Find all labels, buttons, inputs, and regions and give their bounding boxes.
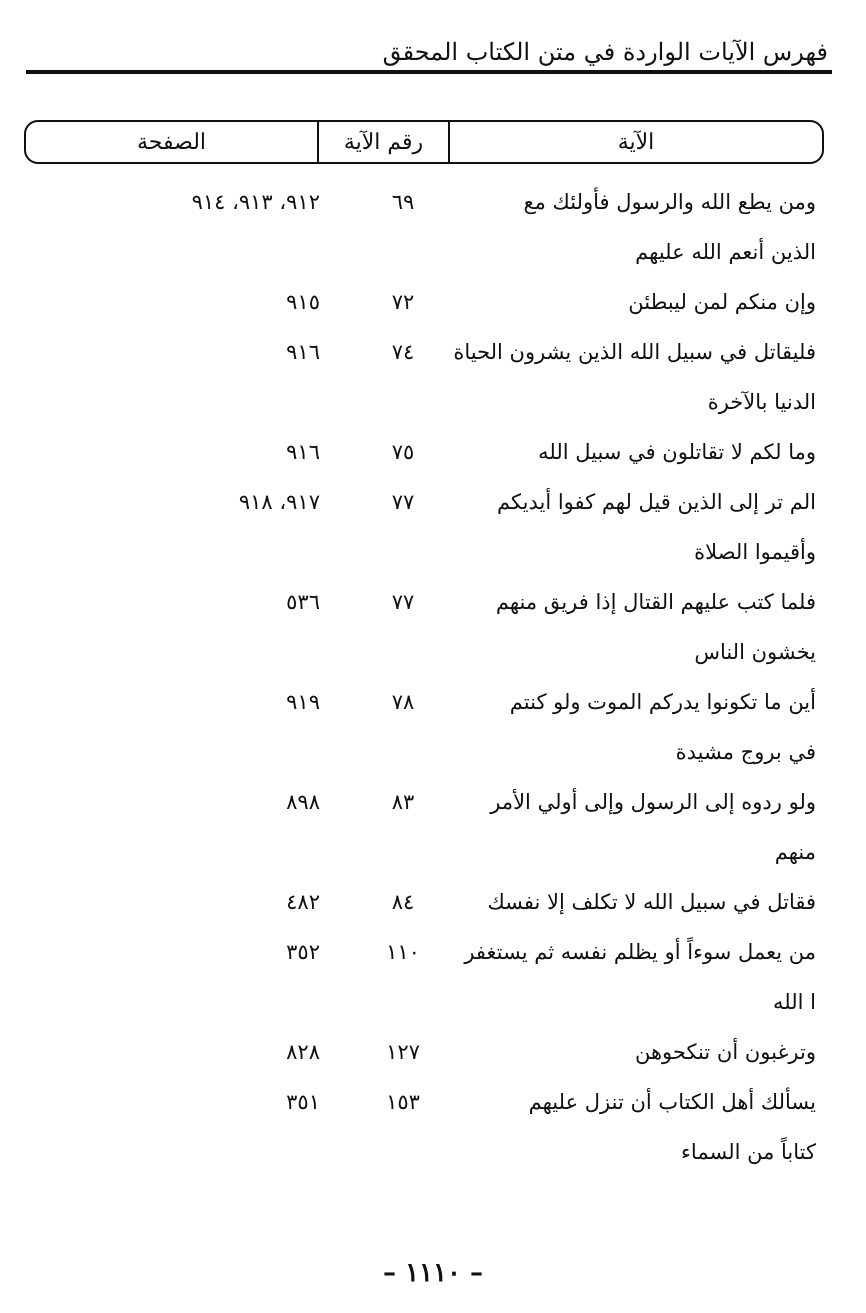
page-references: ٩١٥ xyxy=(286,290,320,314)
verse-number: ٧٧ xyxy=(391,590,415,614)
page-references: ٣٥٢ xyxy=(286,940,320,964)
table-row xyxy=(0,780,866,830)
table-row xyxy=(0,680,866,730)
table-row xyxy=(0,230,866,280)
verse-text: وأقيموا الصلاة xyxy=(694,540,816,564)
table-row xyxy=(0,330,866,380)
table-row xyxy=(0,430,866,480)
page-references: ٨٩٨ xyxy=(286,790,320,814)
verse-number: ٨٤ xyxy=(391,890,415,914)
verse-text: منهم xyxy=(774,840,816,864)
table-row xyxy=(0,580,866,630)
table-row xyxy=(0,830,866,880)
table-header xyxy=(24,120,824,164)
page-references: ٩١٦ xyxy=(286,340,320,364)
table-row xyxy=(0,880,866,930)
page-references: ٤٨٢ xyxy=(286,890,320,914)
page-references: ٥٣٦ xyxy=(286,590,320,614)
verse-text: من يعمل سوءاً أو يظلم نفسه ثم يستغفر xyxy=(464,940,816,964)
header-page: الصفحة xyxy=(136,129,207,155)
table-row xyxy=(0,1030,866,1080)
header-verse-number: رقم الآية xyxy=(317,122,450,162)
table-row xyxy=(0,280,866,330)
verse-number: ١٢٧ xyxy=(386,1040,420,1064)
table-row xyxy=(0,1080,866,1130)
verse-text: فلما كتب عليهم القتال إذا فريق منهم xyxy=(495,590,816,614)
page-references: ٩١٢، ٩١٣، ٩١٤ xyxy=(191,190,320,214)
verse-text: ولو ردوه إلى الرسول وإلى أولي الأمر xyxy=(490,790,816,814)
verse-text: يسألك أهل الكتاب أن تنزل عليهم xyxy=(528,1090,816,1114)
table-row xyxy=(0,180,866,230)
verse-text: فليقاتل في سبيل الله الذين يشرون الحياة xyxy=(453,340,816,364)
running-head: فهرس الآيات الواردة في متن الكتاب المحقق xyxy=(382,38,828,66)
table-row xyxy=(0,980,866,1030)
table-row xyxy=(0,480,866,530)
table-row xyxy=(0,1130,866,1180)
verse-text: أين ما تكونوا يدركم الموت ولو كنتم xyxy=(509,690,816,714)
verse-text: فقاتل في سبيل الله لا تكلف إلا نفسك xyxy=(487,890,816,914)
verse-number: ٧٤ xyxy=(391,340,415,364)
verse-number: ٧٥ xyxy=(391,440,415,464)
verse-number: ٧٧ xyxy=(391,490,415,514)
table-row xyxy=(0,380,866,430)
verse-number: ١١٠ xyxy=(386,940,420,964)
page-references: ٩١٦ xyxy=(286,440,320,464)
verse-text: في بروج مشيدة xyxy=(675,740,816,764)
page-references: ٨٢٨ xyxy=(286,1040,320,1064)
verse-text: كتاباً من السماء xyxy=(681,1140,816,1164)
table-row xyxy=(0,630,866,680)
table-row xyxy=(0,930,866,980)
verse-text: وما لكم لا تقاتلون في سبيل الله xyxy=(538,440,816,464)
page-references: ٣٥١ xyxy=(286,1090,320,1114)
verse-number: ٨٣ xyxy=(391,790,415,814)
verse-number: ٦٩ xyxy=(391,190,415,214)
table-row xyxy=(0,530,866,580)
verse-text: وترغبون أن تنكحوهن xyxy=(634,1040,816,1064)
page-references: ٩١٧، ٩١٨ xyxy=(238,490,320,514)
header-verse: الآية xyxy=(617,129,655,155)
verse-text: الذين أنعم الله عليهم xyxy=(635,240,816,264)
verse-text: الم تر إلى الذين قيل لهم كفوا أيديكم xyxy=(497,490,816,514)
page-number: – ١١١٠ – xyxy=(383,1258,483,1288)
verse-text: وإن منكم لمن ليبطئن xyxy=(628,290,816,314)
verse-number: ٧٢ xyxy=(391,290,415,314)
verse-index-list xyxy=(0,180,866,1180)
table-row xyxy=(0,730,866,780)
verse-number: ٧٨ xyxy=(391,690,415,714)
verse-number: ١٥٣ xyxy=(386,1090,420,1114)
verse-text: ا الله xyxy=(773,990,816,1014)
verse-text: يخشون الناس xyxy=(694,640,816,664)
verse-text: الدنيا بالآخرة xyxy=(707,390,816,414)
page-references: ٩١٩ xyxy=(286,690,320,714)
verse-text: ومن يطع الله والرسول فأولئك مع xyxy=(523,190,816,214)
header-rule xyxy=(26,70,832,74)
